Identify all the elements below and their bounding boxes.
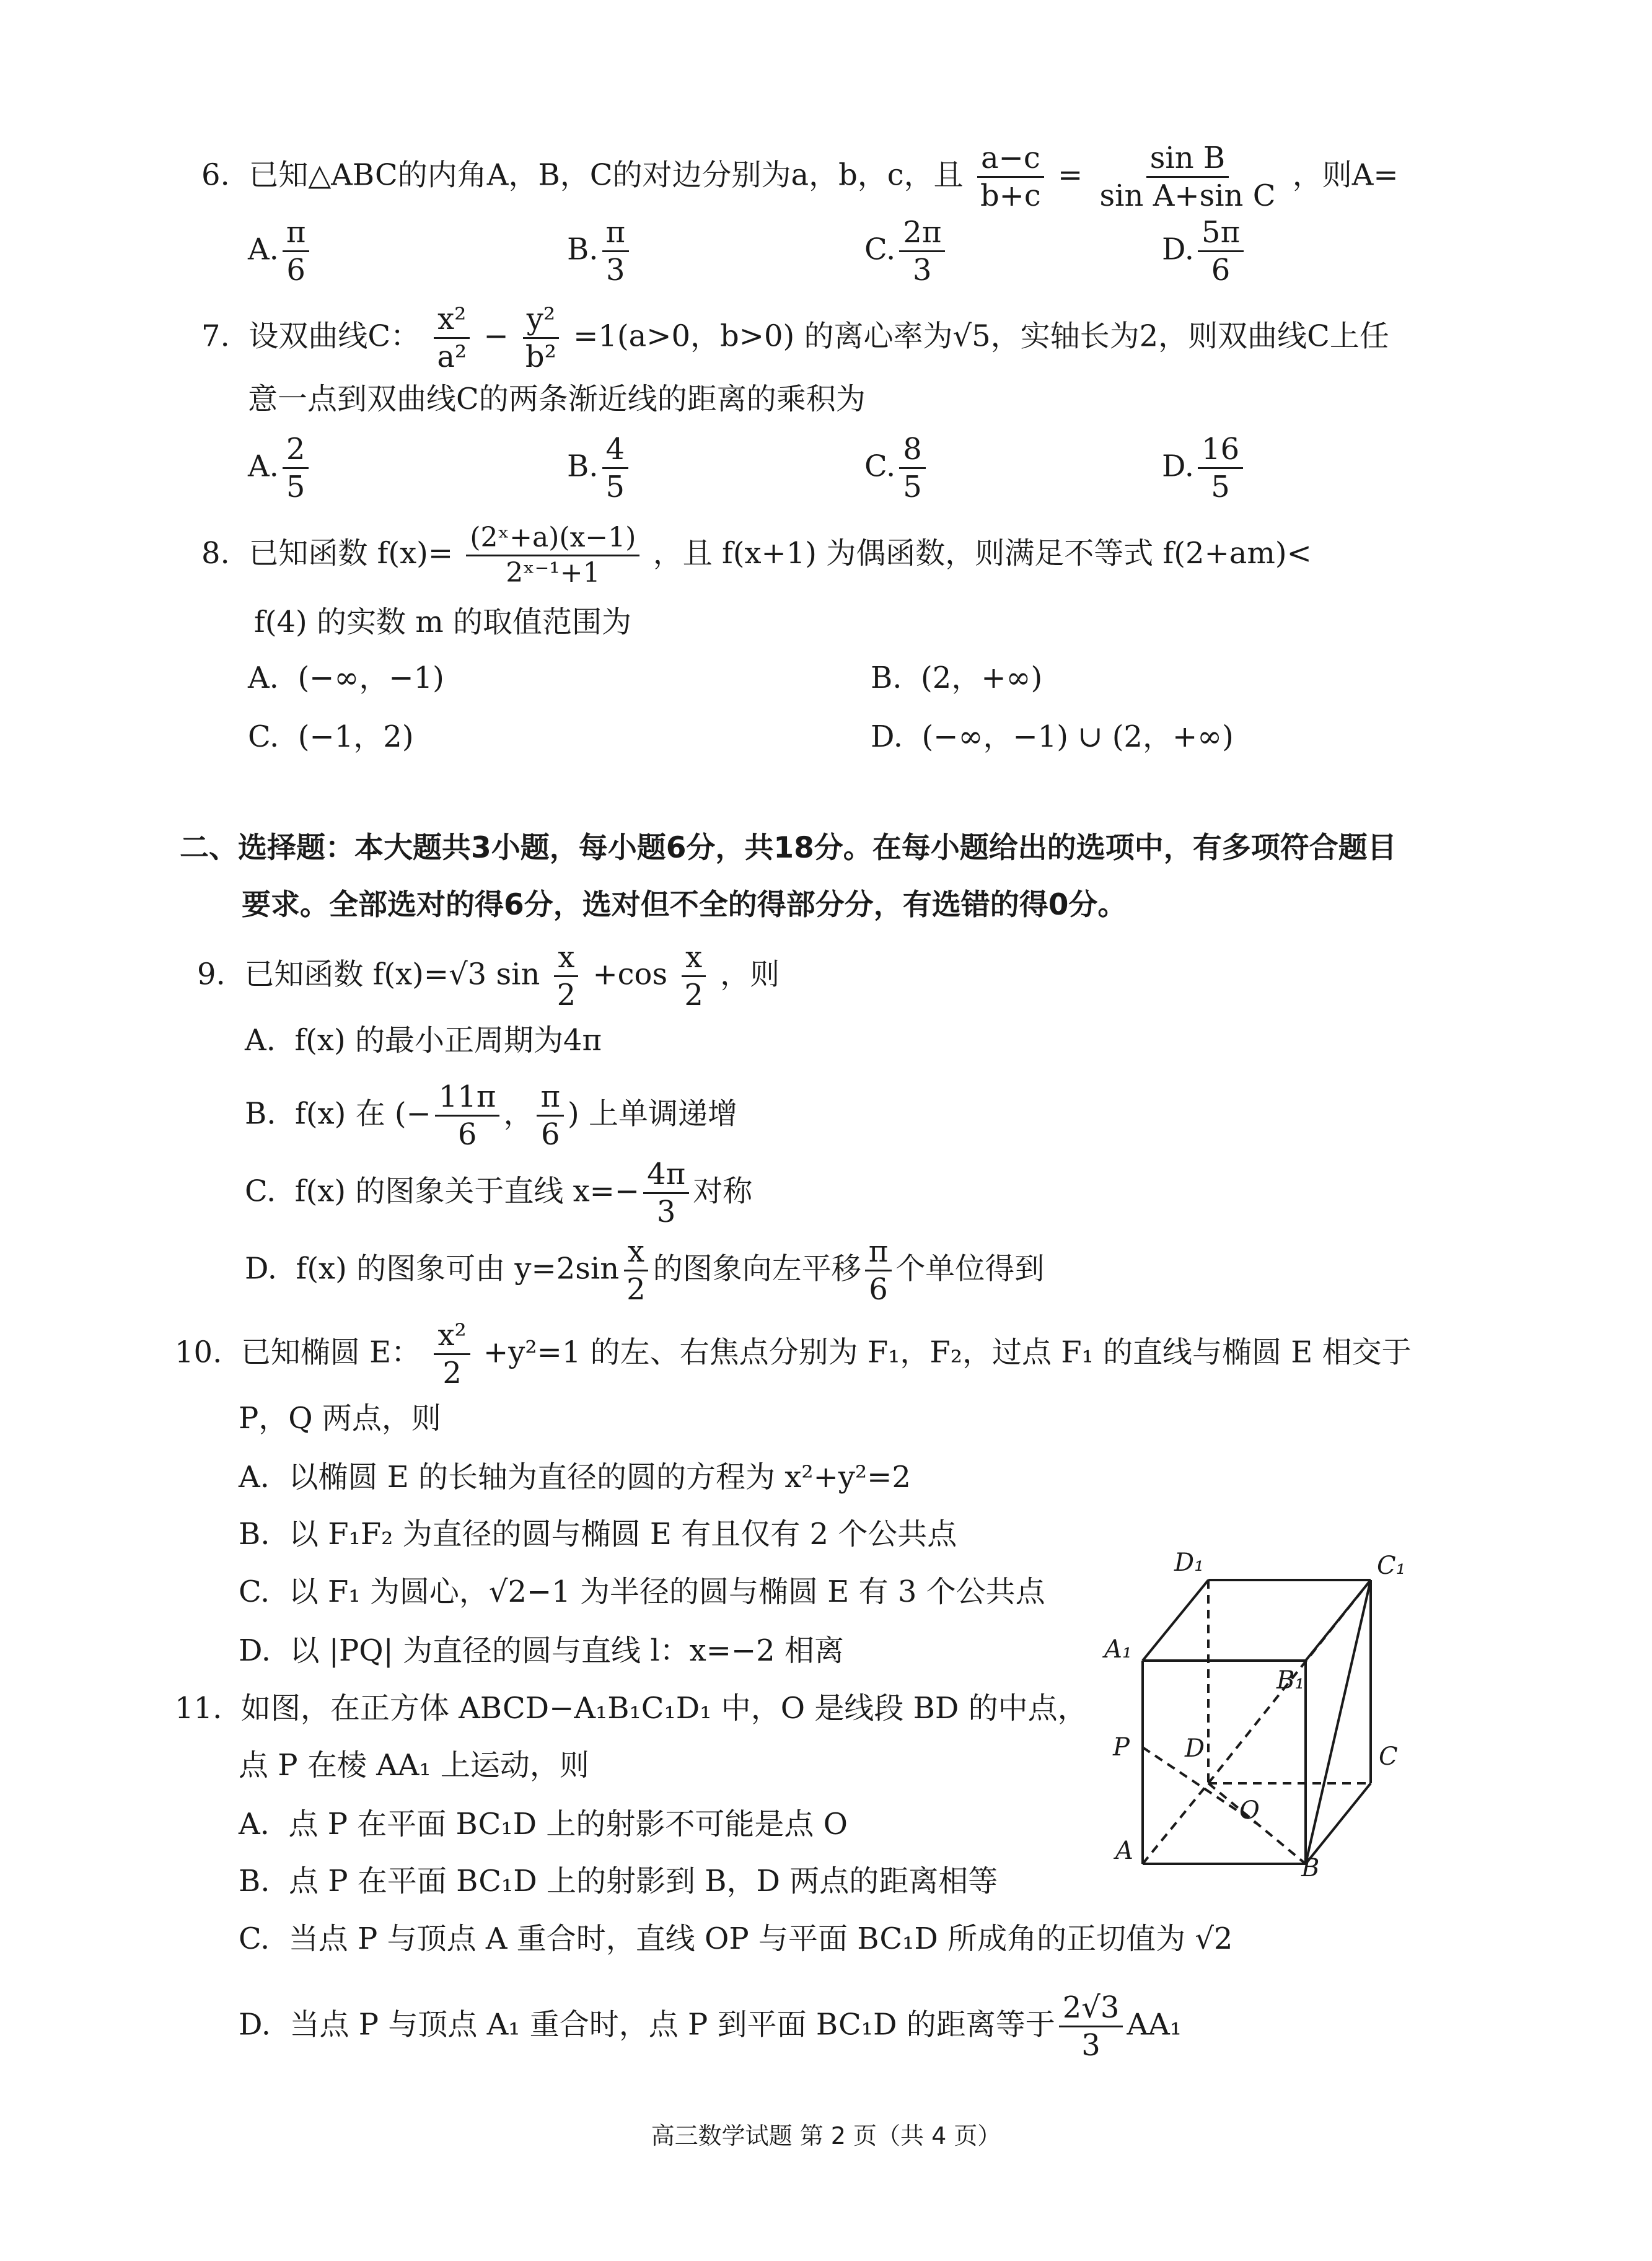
edge-a-d: [1143, 1783, 1208, 1864]
question-6-stem: [201, 143, 1399, 212]
fraction: $\frac{a-c}{b+c}$: [977, 143, 1045, 212]
question-7-stem: [201, 304, 1389, 373]
question-text: 已知椭圆 E：: [240, 1335, 421, 1370]
question-7-option-a: A. $\frac{2}{5}$: [248, 434, 312, 503]
question-9-option-c: C. f(x) 的图象关于直线 x=− $\frac{4\pi}{3}$ 对称: [245, 1157, 753, 1230]
label-c1: C₁: [1377, 1552, 1406, 1580]
question-8-option-d: D. (−∞，−1) ∪ (2，+∞): [871, 719, 1234, 754]
question-text: 已知△ABC的内角A，B，C的对边分别为a，b，c，且: [248, 157, 964, 193]
question-text: 如图，在正方体 ABCD−A₁B₁C₁D₁ 中，O 是线段 BD 的中点，: [240, 1691, 1087, 1726]
question-9-option-d: D. f(x) 的图象可由 y=2sin $\frac{x}{2}$ 的图象向左平移 $\frac{\pi}{6}$ 个单位得到: [245, 1234, 1045, 1307]
question-7-option-d: D. $\frac{16}{5}$: [1162, 434, 1247, 503]
question-11-option-d: D. 当点 P 与顶点 A₁ 重合时，点 P 到平面 BC₁D 的距离等于 $\frac{2√3}{3}$ AA₁: [239, 1990, 1182, 2063]
question-11-option-a: A. 点 P 在平面 BC₁D 上的射影不可能是点 O: [239, 1807, 848, 1842]
question-8-stem: [201, 524, 1312, 587]
label-d: D: [1185, 1734, 1205, 1763]
question-10-line2: P，Q 两点，则: [239, 1401, 441, 1436]
edge-a1-d1: [1143, 1580, 1208, 1661]
label-b1: B₁: [1276, 1666, 1305, 1695]
question-9-option-b: B. f(x) 在 (− $\frac{11\pi}{6}$ ， $\frac{\pi}{6}$ ) 上单调递增: [245, 1079, 737, 1152]
question-9-option-a: A. f(x) 的最小正周期为4π: [245, 1023, 602, 1058]
question-text: +cos: [592, 957, 668, 992]
fraction: $\frac{x}{2}$: [680, 942, 707, 1011]
question-number: 11.: [175, 1691, 222, 1726]
question-number: 9.: [197, 957, 226, 992]
page-footer: 高三数学试题 第 2 页（共 4 页）: [651, 2122, 1001, 2149]
question-text: 已知函数 f(x)=: [248, 536, 454, 571]
question-10-option-a: A. 以椭圆 E 的长轴为直径的圆的方程为 x²+y²=2: [239, 1460, 911, 1495]
question-text: +y²=1 的左、右焦点分别为 F₁，F₂，过点 F₁ 的直线与椭圆 E 相交于: [483, 1335, 1412, 1370]
question-text: ，则: [720, 957, 780, 992]
question-number: 8.: [201, 536, 230, 571]
question-6-option-a: A. $\frac{\pi}{6}$: [248, 217, 313, 286]
label-d1: D₁: [1174, 1548, 1205, 1577]
label-a: A: [1115, 1837, 1133, 1865]
question-8-line2: f(4) 的实数 m 的取值范围为: [254, 605, 632, 639]
label-b: B: [1301, 1854, 1320, 1877]
fraction: $\frac{\text{y²}}{\text{b²}}$: [522, 304, 560, 373]
question-10-option-c: C. 以 F₁ 为圆心，√2−1 为半径的圆与椭圆 E 有 3 个公共点: [239, 1574, 1045, 1609]
question-number: 10.: [175, 1335, 222, 1370]
fraction: $\frac{\text{x²}}{2}$: [434, 1320, 470, 1389]
diagonal-b-c1: [1306, 1580, 1371, 1864]
question-10-stem: [175, 1320, 1412, 1389]
section-2-header: 二、选择题：本大题共3小题，每小题6分，共18分。在每小题给出的选项中，有多项符合题目: [180, 831, 1397, 865]
fraction: $\frac{x}{2}$: [553, 942, 580, 1011]
question-text: =1(a>0，b>0) 的离心率为√5，实轴长为2，则双曲线C上任: [573, 318, 1389, 354]
question-11-option-b: B. 点 P 在平面 BC₁D 上的射影到 B，D 两点的距离相等: [239, 1864, 998, 1899]
question-number: 6.: [201, 157, 230, 193]
section-2-header-line2: 要求。全部选对的得6分，选对但不全的得部分分，有选错的得0分。: [242, 888, 1127, 922]
question-text: ，且 f(x+1) 为偶函数，则满足不等式 f(2+am)<: [652, 536, 1312, 571]
question-7-option-b: B. $\frac{4}{5}$: [567, 434, 632, 503]
fraction: $\frac{\text{(2ˣ+a)(x−1)}}{\text{2ˣ⁻¹+1}}$: [466, 524, 639, 587]
question-9-stem: [197, 942, 780, 1011]
cube-figure: [1091, 1543, 1425, 1877]
question-6-option-c: C. $\frac{2\pi}{3}$: [864, 217, 949, 286]
question-8-option-a: A. (−∞，−1): [248, 661, 444, 695]
question-text: 设双曲线C：: [248, 318, 421, 354]
question-11-stem: [175, 1691, 1087, 1726]
question-text: ，则A=: [1292, 157, 1399, 193]
question-11-line2: 点 P 在棱 AA₁ 上运动，则: [239, 1748, 589, 1783]
question-10-option-d: D. 以 |PQ| 为直径的圆与直线 l：x=−2 相离: [239, 1633, 844, 1668]
question-8-option-b: B. (2，+∞): [871, 661, 1043, 695]
label-a1: A₁: [1104, 1635, 1132, 1664]
label-o: O: [1239, 1796, 1260, 1825]
label-p: P: [1113, 1733, 1130, 1762]
question-7-line2: 意一点到双曲线C的两条渐近线的距离的乘积为: [248, 382, 866, 416]
question-8-option-c: C. (−1，2): [248, 719, 414, 754]
question-6-option-d: D. $\frac{5\pi}{6}$: [1162, 217, 1247, 286]
fraction: $\frac{\text{x²}}{\text{a²}}$: [433, 304, 470, 373]
question-6-option-b: B. $\frac{\pi}{3}$: [567, 217, 633, 286]
label-c: C: [1379, 1742, 1398, 1771]
fraction: $\frac{\text{sin B}}{\text{sin A+sin C}}$: [1099, 141, 1276, 214]
minus-sign: −: [483, 318, 509, 354]
question-11-option-c: C. 当点 P 与顶点 A 重合时，直线 OP 与平面 BC₁D 所成角的正切值为 √2: [239, 1921, 1233, 1956]
question-10-option-b: B. 以 F₁F₂ 为直径的圆与椭圆 E 有且仅有 2 个公共点: [239, 1517, 957, 1552]
question-text: 已知函数 f(x)=√3 sin: [244, 957, 540, 992]
question-number: 7.: [201, 318, 230, 354]
equals-sign: =: [1058, 157, 1083, 193]
question-7-option-c: C. $\frac{8}{5}$: [864, 434, 929, 503]
